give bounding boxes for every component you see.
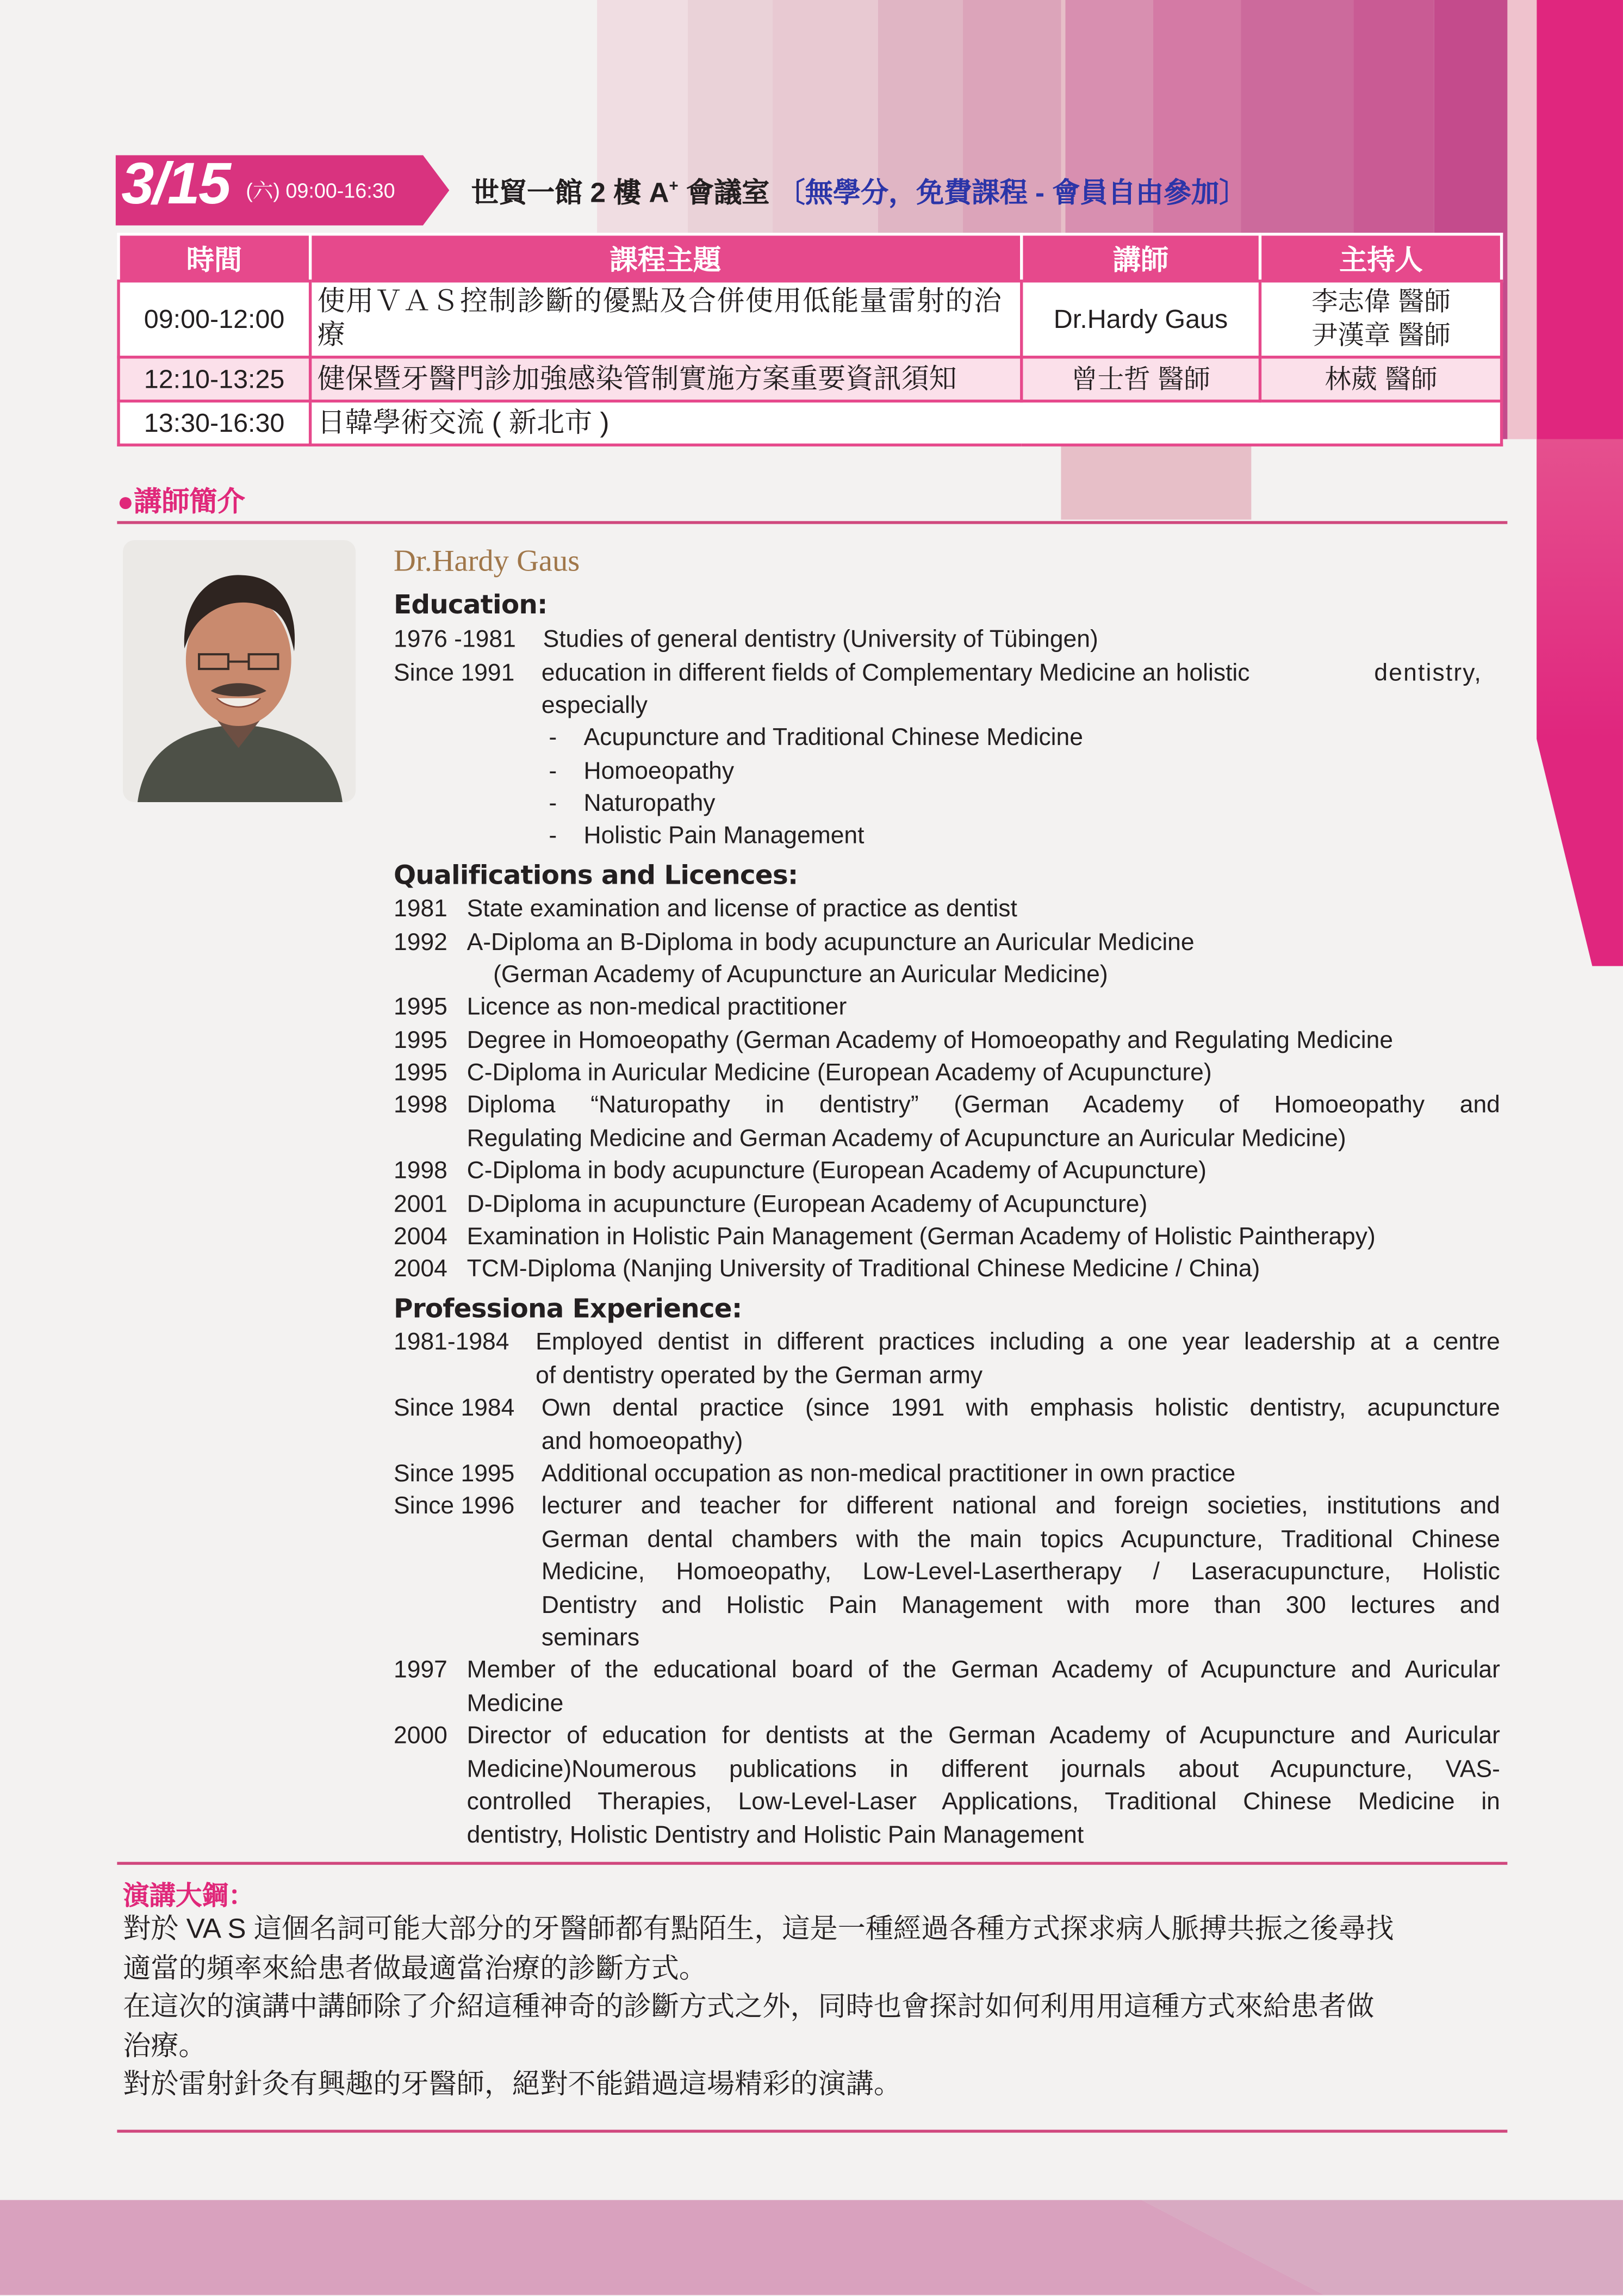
qual-year: 2004 [394, 1256, 447, 1282]
experience-year: Since 1996 [394, 1493, 515, 1519]
outline-line: 對於 VA S 這個名詞可能大部分的牙醫師都有點陌生，這是一種經過各種方式探求病人脈搏共振之後尋找 [123, 1914, 1394, 1946]
schedule-table [117, 233, 1503, 446]
qual-year: 1998 [394, 1091, 447, 1119]
qual-text: Examination in Holistic Pain Management (German Academy of Holistic Paintherapy) [467, 1224, 1376, 1250]
qual-text: C-Diploma in Auricular Medicine (European Academy of Acupuncture) [467, 1059, 1212, 1087]
list-item-text: Homoeopathy [583, 758, 735, 785]
experience-text [542, 1490, 1500, 1655]
divider [117, 1862, 1507, 1864]
qual-text: State examination and license of practice as dentist [467, 896, 1017, 922]
time-cell: 12:10-13:25 [119, 357, 310, 401]
qual-text: TCM-Diploma (Nanjing University of Traditional Chinese Medicine / China) [467, 1256, 1260, 1282]
column-header-topic: 課程主題 [310, 234, 1021, 281]
experience-line: Medicine)Noumerous publications in different journals about Acupuncture, VAS- [467, 1755, 1500, 1783]
event-date: 3/15 [121, 152, 230, 217]
topic-cell: 健保暨牙醫門診加強感染管制實施方案重要資訊須知 [310, 357, 1021, 401]
qual-text: Degree in Homoeopathy (German Academy of Homoeopathy and Regulating Medicine [467, 1027, 1394, 1054]
qual-line: Regulating Medicine and German Academy of Acupuncture an Auricular Medicine) [467, 1125, 1346, 1151]
qual-year: 1995 [394, 994, 447, 1021]
qual-year: 1981 [394, 896, 447, 922]
experience-line: Dentistry and Holistic Pain Management with more than 300 lectures and [541, 1592, 1500, 1618]
qual-year: 2001 [394, 1191, 447, 1218]
education-text: Studies of general dentistry (University of Tübingen) [543, 626, 1098, 653]
outline-heading: 演講大鋼： [123, 1881, 255, 1910]
divider [117, 2130, 1507, 2132]
list-item-text: Acupuncture and Traditional Chinese Medicine [583, 724, 1083, 751]
host-name: 李志偉 醫師 [1311, 287, 1451, 317]
experience-line: dentistry, Holistic Dentistry and Holistic Pain Management [467, 1821, 1084, 1848]
experience-year: Since 1995 [394, 1461, 515, 1487]
experience-line: and homoeopathy) [541, 1428, 743, 1455]
experience-year: 2000 [394, 1723, 447, 1749]
qualifications-title: Qualifications and Licences: [394, 860, 798, 892]
speaker-cell: 曾士哲 醫師 [1021, 357, 1261, 401]
qual-year: 1992 [394, 929, 447, 956]
event-venue [471, 171, 1247, 211]
education-year: 1976 -1981 [394, 626, 516, 653]
qual-text [467, 1089, 1500, 1155]
experience-line: German dental chambers with the main topics Acupuncture, Traditional Chinese [541, 1525, 1500, 1553]
experience-year: Since 1984 [394, 1395, 515, 1422]
host-cell: 林葳 醫師 [1260, 357, 1501, 401]
time-cell: 13:30-16:30 [119, 401, 310, 445]
experience-line: Medicine [467, 1690, 564, 1716]
qual-year: 1995 [394, 1059, 447, 1087]
outline-line: 對於雷射針灸有興趣的牙醫師，絕對不能錯過這場精彩的演講。 [123, 2069, 902, 2101]
column-header-host: 主持人 [1260, 234, 1501, 281]
experience-line: Employed dentist in different practices including a one year leadership at a centre [536, 1329, 1500, 1356]
host-cell [1260, 281, 1501, 357]
column-header-time: 時間 [119, 234, 310, 281]
list-item: - Holistic Pain Management [549, 822, 865, 849]
speaker-cell: Dr.Hardy Gaus [1021, 281, 1261, 357]
list-item: - Acupuncture and Traditional Chinese Medicine [549, 724, 1083, 751]
experience-year: 1981-1984 [394, 1329, 509, 1356]
qual-text: D-Diploma in acupuncture (European Academy of Acupuncture) [467, 1191, 1148, 1218]
event-weekday-time: (六) 09:00-16:30 [246, 178, 395, 202]
table-row [119, 401, 1502, 445]
list-item-text: Holistic Pain Management [583, 822, 865, 849]
bio-heading: ●講師簡介 [117, 487, 245, 518]
table-header-row [119, 234, 1502, 281]
experience-text [542, 1392, 1500, 1458]
qual-text: Licence as non-medical practitioner [467, 994, 847, 1021]
speaker-portrait-icon [123, 540, 356, 802]
outline-body [123, 1912, 1506, 2106]
experience-line: Own dental practice (since 1991 with emphasis holistic dentistry, acupuncture [541, 1395, 1500, 1422]
experience-year: 1997 [394, 1656, 447, 1684]
experience-line: seminars [541, 1624, 640, 1652]
venue-name: 世貿一館 2 樓 A [471, 178, 669, 209]
experience-line: of dentistry operated by the German army [536, 1362, 983, 1388]
table-row [119, 281, 1502, 357]
qual-text: A-Diploma an B-Diploma in body acupuncture an Auricular Medicine [467, 929, 1195, 956]
experience-line: Director of education for dentists at the German Academy of Acupuncture and Auricular [467, 1723, 1500, 1749]
list-item: - Naturopathy [549, 790, 716, 817]
education-year: Since 1991 [394, 660, 515, 687]
experience-title: Professiona Experience: [394, 1294, 742, 1325]
experience-text: Additional occupation as non-medical practitioner in own practice [541, 1461, 1236, 1487]
education-text: especially [541, 692, 648, 719]
outline-line: 適當的頻率來給患者做最適當治療的診斷方式。 [123, 1953, 707, 1984]
experience-line: Medicine, Homoeopathy, Low-Level-Lasertherapy / Laseracupuncture, Holistic [541, 1559, 1500, 1586]
experience-line: Member of the educational board of the German Academy of Acupuncture and Auricular [467, 1656, 1500, 1684]
venue-room: 會議室 [678, 178, 770, 209]
list-item-text: Naturopathy [583, 790, 716, 817]
table-row [119, 357, 1502, 401]
venue-sup: + [669, 178, 679, 196]
speaker-name: Dr.Hardy Gaus [394, 543, 580, 579]
experience-line: lecturer and teacher for different national and foreign societies, institutions and [541, 1493, 1500, 1519]
experience-text [467, 1720, 1500, 1852]
list-item: - Homoeopathy [549, 758, 735, 785]
qual-year: 1998 [394, 1158, 447, 1184]
experience-line: controlled Therapies, Low-Level-Laser Applications, Traditional Chinese Medicine in [467, 1789, 1500, 1815]
experience-text [536, 1326, 1500, 1392]
qual-year: 2004 [394, 1224, 447, 1250]
host-name: 尹漢章 醫師 [1311, 320, 1451, 350]
outline-line: 治療。 [123, 2031, 207, 2062]
education-text: education in different fields of Complementary Medicine an holistic [541, 660, 1250, 687]
qual-text: C-Diploma in body acupuncture (European Academy of Acupuncture) [467, 1158, 1207, 1184]
outline-line: 在這次的演講中講師除了介紹這種神奇的診斷方式之外，同時也會探討如何利用用這種方式來給患者做 [123, 1992, 1375, 2023]
time-cell: 09:00-12:00 [119, 281, 310, 357]
experience-text [467, 1654, 1500, 1720]
topic-cell: 使用ＶＡＳ控制診斷的優點及合併使用低能量雷射的治療 [310, 281, 1021, 357]
speaker-photo [123, 540, 356, 802]
qual-line: Diploma “Naturopathy in dentistry” (German Academy of Homoeopathy and [467, 1091, 1500, 1119]
column-header-speaker: 講師 [1021, 234, 1261, 281]
education-title: Education: [394, 589, 548, 621]
topic-cell: 日韓學術交流 ( 新北市 ) [310, 401, 1501, 445]
event-note: 〔無學分，免費課程 - 會員自由參加〕 [777, 178, 1247, 209]
qual-text: (German Academy of Acupuncture an Auricular Medicine) [493, 961, 1108, 988]
divider [117, 521, 1507, 523]
qual-year: 1995 [394, 1027, 447, 1054]
education-text: dentistry, [1374, 660, 1482, 687]
